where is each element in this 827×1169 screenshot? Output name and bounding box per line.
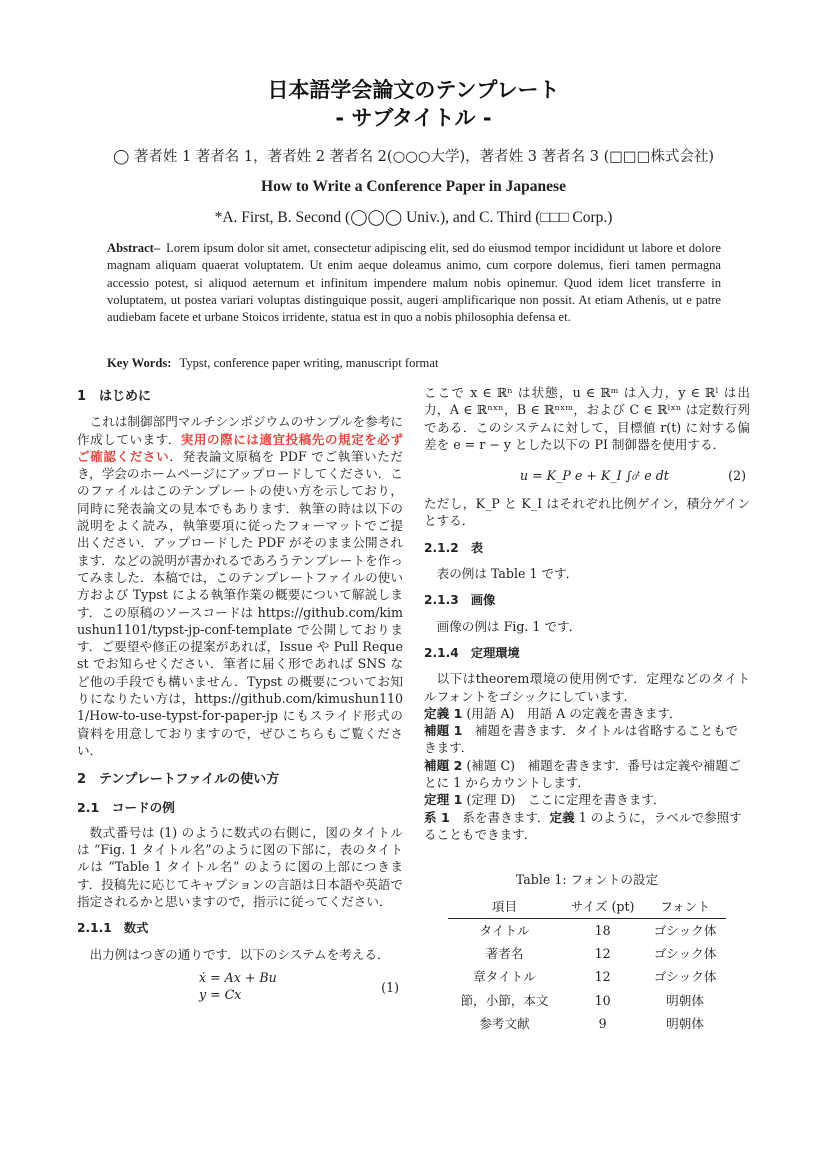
- subsubsection-heading-theorem: 2.1.4 定理環境: [424, 645, 520, 660]
- table-cell: 9: [598, 1016, 607, 1032]
- gain-description: ただし，K_P と K_I はそれぞれ比例ゲイン，積分ゲインとする．: [424, 496, 750, 529]
- font-settings-table: [448, 895, 726, 1036]
- table-header-item: 項目: [448, 895, 561, 919]
- table-cell: ゴシック体: [653, 946, 717, 962]
- table-row: [448, 989, 726, 1012]
- paper-subtitle: - サブタイトル -: [335, 106, 492, 130]
- intro-paragraph: [77, 413, 403, 759]
- abstract-text: Lorem ipsum dolor sit amet, consectetur adipiscing elit, sed do eiusmod tempor incididunt ut labore et dolore magnam aliquam quaerat voluptatem. Ut enim aeque doleamus animo, cum corpore dolemus, fieri tamen permagna accessio potest, si aliquod aeternum et infinitum impendere malum nobis opinemur. Quod idem licet transferre in voluptatem, ut postea variari voluptas distinguique possit, augeri amplificarique non possit. At etiam Athenis, ut e patre audiebam facete et urbane Stoicos irridente, statua est in quo a nobis philosophia defensa et.: [107, 241, 721, 325]
- table-cell: タイトル: [479, 922, 530, 938]
- table-row: [448, 1012, 726, 1035]
- definition-1-label: 定義 1: [424, 705, 463, 721]
- table-cell: 12: [594, 946, 611, 962]
- table-cell: 著者名: [485, 946, 524, 962]
- table-cell: 明朝体: [666, 1016, 704, 1032]
- table-cell: 10: [594, 992, 611, 1008]
- keywords-text: Typst, conference paper writing, manuscript format: [179, 356, 439, 370]
- left-column: [77, 384, 403, 1009]
- lemma-2-label: 補題 2: [424, 757, 463, 773]
- table-header-size: サイズ (pt): [561, 895, 644, 919]
- equation-1-line-1: ẋ = Ax + Bu: [199, 969, 277, 985]
- paper-title: 日本語学会論文のテンプレート: [267, 78, 560, 102]
- lemma-2: [424, 757, 750, 792]
- equation-2-body: u = K_P e + K_I ∫₀ᵗ e dt: [520, 468, 669, 484]
- intro-text-b: ．発表論文原稿を PDF でご執筆いただき，学会のホームページにアップロードしてください．このファイルはこのテンプレートの使い方を示しており，同時に発表論文の見本でもあります．執筆の時は以下の説明をよく読み，執筆要項に従ったフォーマットでご提出ください．アップロードした PDF がそのまま公開されます．などの説明が書かれるであろうテンプレートを作ってみました．本稿では，このテンプレートファイルの使い方および Typst による執筆作業の概要について解説します．この原稿のソースコードは https://github.com/kimushun1101/typst-jp-conf-template で公開しております．ご要望や修正の提案があれば，Issue や Pull Request でお知らせください．筆者に届く形であれば SNS など他の手段でも構いません．Typst の概要についてお知りになりたい方は，https://github.com/kimushun1101/How-to-use-typst-for-paper-jp にもスライド形式の資料を用意しておりますので，ぜひこちらもご覧ください．: [77, 448, 404, 758]
- theorem-1-text: (定理 D) ここに定理を書きます．: [462, 792, 666, 808]
- definition-1-text: (用語 A) 用語 A の定義を書きます．: [462, 705, 682, 721]
- table-row: [448, 965, 726, 988]
- equation-2: [424, 457, 750, 491]
- table-cell: ゴシック体: [653, 922, 717, 938]
- right-column: [424, 384, 750, 1035]
- authors-japanese: ◯ 著者姓 1 著者名 1，著者姓 2 著者名 2(○○○大学)，著者姓 3 著者名 3 (□□□株式会社): [113, 149, 714, 165]
- section-heading-usage: 2 テンプレートファイルの使い方: [77, 772, 280, 788]
- lemma-1-label: 補題 1: [424, 723, 463, 739]
- definition-1: [424, 705, 750, 722]
- equation-1-number: (1): [381, 979, 399, 995]
- table-header-font: フォント: [644, 895, 726, 919]
- keywords: [107, 356, 721, 371]
- subsubsection-heading-math: 2.1.1 数式: [77, 921, 149, 936]
- equation-2-number: (2): [728, 468, 746, 484]
- math-paragraph: 出力例はつぎの通りです．以下のシステムを考える．: [89, 946, 390, 962]
- equation-1: [77, 967, 403, 1007]
- code-paragraph: 数式番号は (1) のように数式の右側に，図のタイトルは “Fig. 1 タイトル名”のように図の下部に，表のタイトルは “Table 1 タイトル名” のように図の上部につきます．投稿先に応じてキャプションの言語は日本語や英語で指定されるかと思いますので，指示に従ってください．: [77, 824, 403, 910]
- intro-warning: 実用の際には適宜投稿先の規定を必ずご確認ください: [77, 431, 403, 464]
- table-row: [448, 918, 726, 942]
- subsubsection-heading-table: 2.1.2 表: [424, 540, 484, 555]
- table-paragraph: 表の例は Table 1 です．: [436, 566, 579, 582]
- theorem-paragraph: 以下はtheorem環境の使用例です．定理などのタイトルフォントをゴシックにしています．: [424, 671, 750, 704]
- table-cell: 明朝体: [666, 992, 704, 1008]
- equation-1-line-2: y = Cx: [199, 987, 242, 1003]
- paper-title-english: How to Write a Conference Paper in Japanese: [261, 178, 566, 195]
- corollary-1-label: 系 1: [424, 809, 450, 825]
- subsubsection-heading-image: 2.1.3 画像: [424, 593, 496, 608]
- corollary-1: [424, 809, 750, 844]
- lemma-1: [424, 722, 750, 757]
- theorem-1-label: 定理 1: [424, 792, 463, 808]
- abstract: [107, 240, 721, 326]
- corollary-1-ref-label: 定義: [549, 809, 575, 825]
- intro-text-a: これは制御部門マルチシンポジウムのサンプルを参考に作成しています．: [77, 414, 403, 447]
- table-row: [448, 942, 726, 965]
- table-cell: 18: [594, 922, 611, 938]
- table-header-row: [448, 895, 726, 919]
- table-cell: 12: [594, 969, 611, 985]
- table-cell: ゴシック体: [653, 969, 717, 985]
- table-cell: 節，小節，本文: [460, 992, 549, 1008]
- system-description: ここで x ∈ ℝⁿ は状態，u ∈ ℝᵐ は入力，y ∈ ℝˡ は出力，A ∈ ℝⁿˣⁿ，B ∈ ℝⁿˣᵐ，および C ∈ ℝˡˣⁿ は定数行列である．このシステムに対して，目標値 r(t) に対する偏差を e = r − y とした以下の PI 制御器を使用する．: [424, 385, 750, 452]
- table-cell: 参考文献: [479, 1016, 530, 1032]
- subsection-heading-code: 2.1 コードの例: [77, 799, 175, 815]
- lemma-1-text: 補題を書きます．タイトルは省略することもできます．: [424, 723, 739, 756]
- table-cell: 章タイトル: [473, 969, 536, 985]
- authors-english: *A. First, B. Second (◯◯◯ Univ.), and C. Third (□□□ Corp.): [214, 209, 613, 226]
- abstract-label: Abstract–: [107, 241, 161, 255]
- corollary-1-text-b: 1 のように，ラベルで参照することもできます．: [424, 809, 742, 842]
- theorem-1: [424, 791, 750, 808]
- image-paragraph: 画像の例は Fig. 1 です．: [436, 618, 582, 634]
- section-heading-intro: 1 はじめに: [77, 389, 152, 404]
- corollary-1-text-a: 系を書きます．: [449, 809, 550, 825]
- lemma-2-text: (補題 C) 補題を書きます．番号は定義や補題ごとに 1 からカウントします．: [424, 757, 741, 791]
- keywords-label: Key Words:: [107, 356, 172, 370]
- table-caption: Table 1: フォントの設定: [515, 872, 659, 888]
- font-settings-table-block: [424, 871, 750, 1035]
